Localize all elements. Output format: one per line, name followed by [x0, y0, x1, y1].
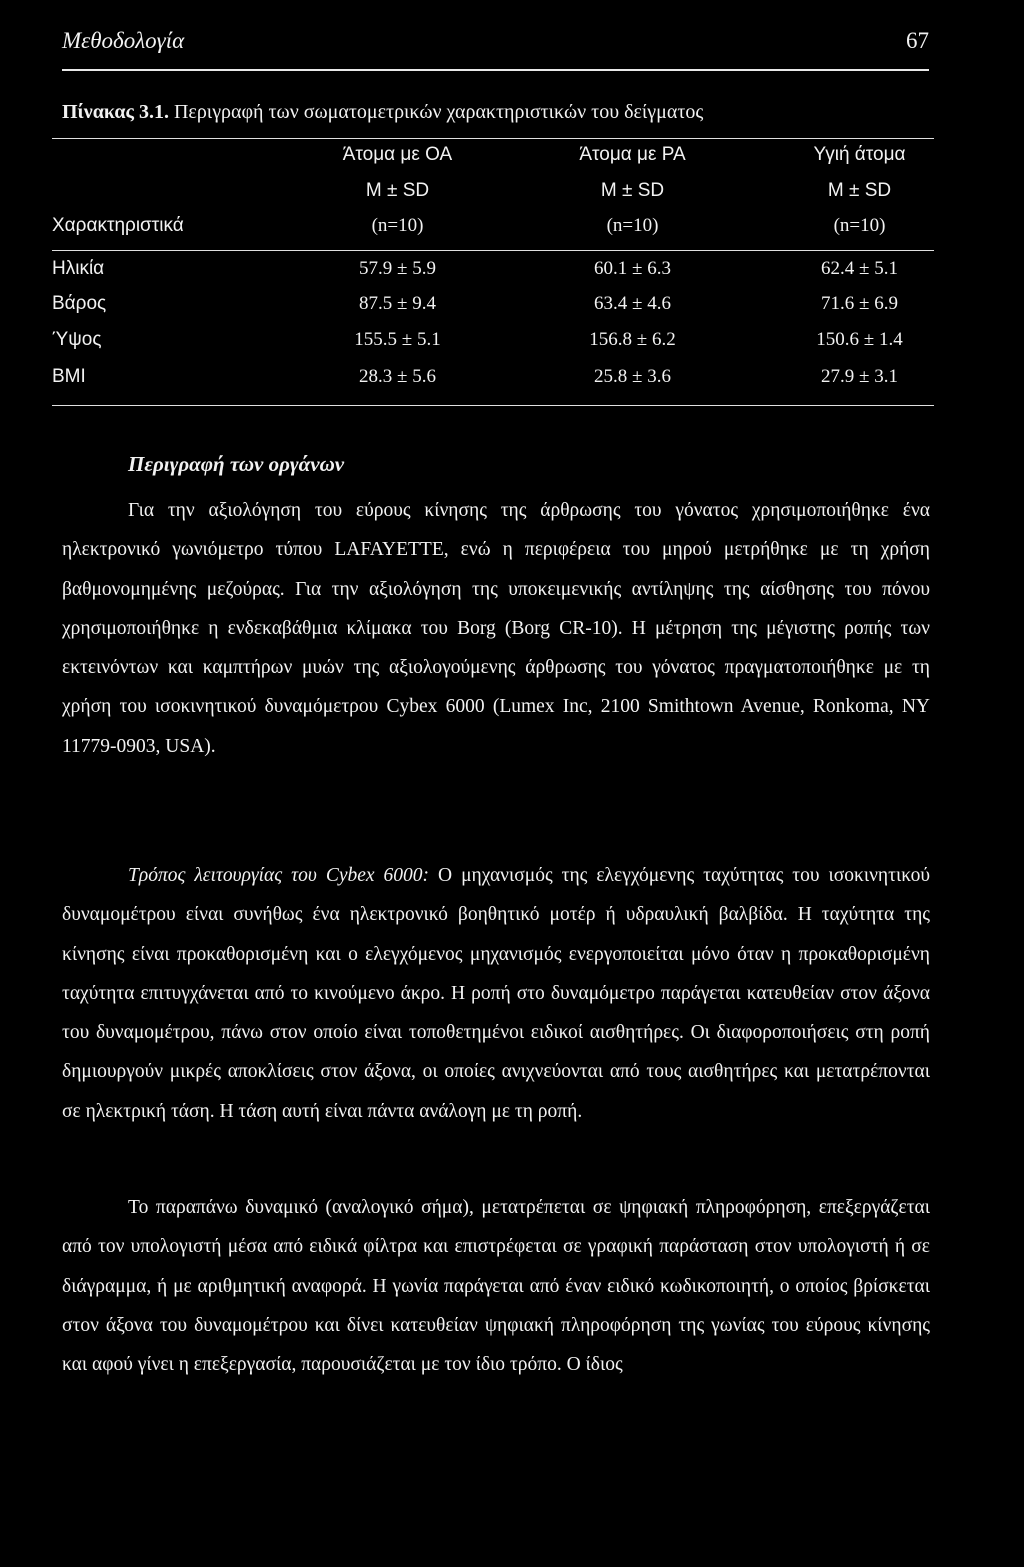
column-stat-3: M ± SD: [827, 180, 892, 201]
row-label: BMI: [52, 366, 86, 387]
column-stat-1: M ± SD: [365, 180, 430, 201]
row-label: Βάρος: [52, 293, 107, 314]
table-cell: 25.8 ± 3.6: [594, 366, 671, 387]
body-paragraph: [62, 856, 930, 1131]
table-cell: 62.4 ± 5.1: [821, 258, 898, 279]
column-stat-2: M ± SD: [600, 180, 665, 201]
body-paragraph: Για την αξιολόγηση του εύρους κίνησης της άρθρωσης του γόνατος χρησιμοποιήθηκε ένα ηλεκτρονικό γωνιόμετρο τύπου LAFAYETTE, ενώ η περιφέρεια του μηρού μετρήθηκε με τη χρήση βαθμονομημένης μεζούρας. Για την αξιολόγηση της υποκειμενικής αντίληψης της αίσθησης του πόνου χρησιμοποιήθηκε η ενδεκαβάθμια κλίμακα του Borg (Borg CR-10). Η μέτρηση της μέγιστης ροπής των εκτεινόντων και καμπτήρων μυών της αξιολογούμενης άρθρωσης του γόνατος πραγματοποιήθηκε με τη χρήση του ισοκινητικού δυναμόμετρου Cybex 6000 (Lumex Inc, 2100 Smithtown Avenue, Ronkoma, NY 11779-0903, USA).: [62, 500, 930, 757]
paragraph-text: Ο μηχανισμός της ελεγχόμενης ταχύτητας του ισοκινητικού δυναμομέτρου είναι συνήθως ένα ηλεκτρονικό βοηθητικό μοτέρ ή υδραυλική βαλβίδα. Η ταχύτητα της κίνησης είναι προκαθορισμένη και ο ελεγχόμενος μηχανισμός ενεργοποιείται μόνο όταν η προκαθορισμένη ταχύτητα επιτυγχάνεται από το κινούμενο άκρο. Η ροπή στο δυναμόμετρο παράγεται κατευθείαν στον άξονα του δυναμομέτρου, πάνω στον οποίο είναι τοποθετημένοι ειδικοί αισθητήρες. Οι διαφοροποιήσεις στη ροπή δημιουργούν μικρές αποκλίσεις στον άξονα, οι οποίες ανιχνεύονται από τους αισθητήρες και μετατρέπονται σε ηλεκτρική τάση. Η τάση αυτή είναι πάντα ανάλογη με τη ροπή.: [62, 865, 930, 1122]
table-cell: 28.3 ± 5.6: [359, 366, 436, 387]
body-paragraph: Το παραπάνω δυναμικό (αναλογικό σήμα), μετατρέπεται σε ψηφιακή πληροφόρηση, επεξεργάζεται από τον υπολογιστή μέσα από ειδικά φίλτρα και επιστρέφεται σε γραφική παράσταση στον υπολογιστή ή σε διάγραμμα, ή με αριθμητική αναφορά. Η γωνία παράγεται από έναν ειδικό κωδικοποιητή, ο οποίος βρίσκεται στον άξονα του δυναμομέτρου και δίνει κατευθείαν ψηφιακή πληροφόρηση της γωνίας του εύρους κίνησης και αφού γίνει η επεξεργασία, παρουσιάζεται με τον ίδιο τρόπο. Ο ίδιος: [62, 1197, 930, 1376]
row-header-label: Χαρακτηριστικά: [52, 215, 184, 236]
paragraph-lead: Τρόπος λειτουργίας του Cybex 6000:: [128, 865, 430, 886]
row-label: Ύψος: [52, 329, 102, 350]
column-header-group-3: Υγιή άτομα: [813, 144, 906, 165]
table-top-rule: [52, 138, 934, 139]
table-caption-text: Περιγραφή των σωματομετρικών χαρακτηριστικών του δείγματος: [173, 101, 704, 123]
table-cell: 57.9 ± 5.9: [359, 258, 436, 279]
row-label: Ηλικία: [52, 258, 105, 279]
table-caption: [62, 101, 703, 124]
table-bottom-rule: [52, 405, 934, 406]
running-title: Μεθοδολογία: [62, 28, 185, 53]
column-n-3: (n=10): [833, 215, 886, 236]
table-cell: 27.9 ± 3.1: [821, 366, 898, 387]
column-n-1: (n=10): [371, 215, 424, 236]
header-rule: [62, 69, 929, 71]
column-n-2: (n=10): [606, 215, 659, 236]
section-title: Περιγραφή των οργάνων: [128, 452, 345, 476]
table-cell: 155.5 ± 5.1: [354, 329, 441, 350]
table-cell: 150.6 ± 1.4: [816, 329, 903, 350]
page-number: 67: [906, 28, 929, 53]
page-header: [62, 28, 929, 58]
table-cell: 63.4 ± 4.6: [594, 293, 671, 314]
table-cell: 71.6 ± 6.9: [821, 293, 898, 314]
table-caption-label: Πίνακας 3.1.: [62, 101, 169, 123]
table-cell: 156.8 ± 6.2: [589, 329, 676, 350]
table-cell: 60.1 ± 6.3: [594, 258, 671, 279]
table-cell: 87.5 ± 9.4: [359, 293, 436, 314]
column-header-group-2: Άτομα με ΡΑ: [579, 144, 686, 165]
column-header-group-1: Άτομα με ΟΑ: [342, 144, 453, 165]
table-header-rule: [52, 250, 934, 251]
